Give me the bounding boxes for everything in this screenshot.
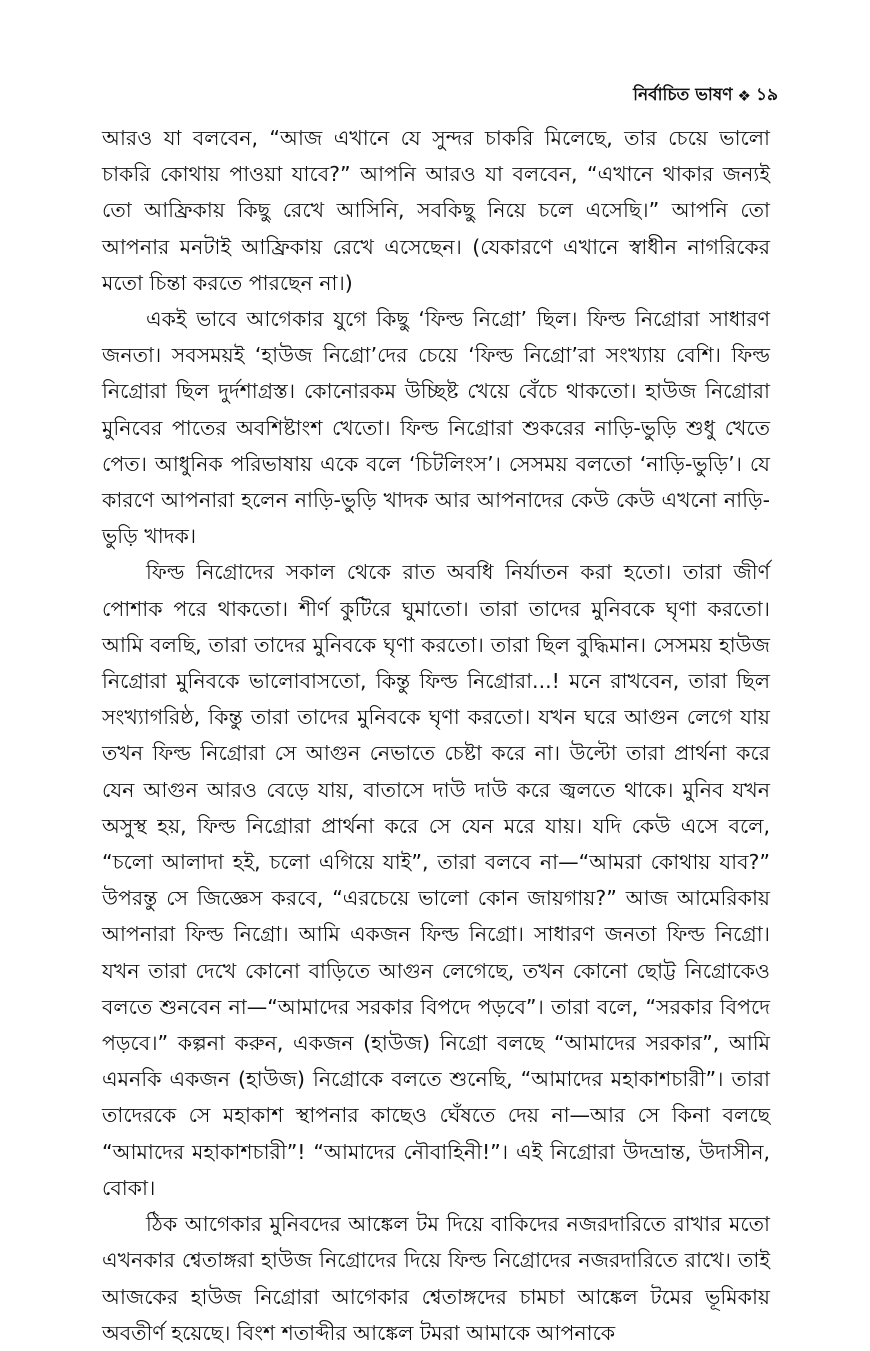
diamond-ornament-icon: ❖ [737,87,751,105]
book-title: নির্বাচিত ভাষণ [633,85,733,105]
paragraph-1: আরও যা বলবেন, “আজ এখানে যে সুন্দর চাকরি মিলেছে, তার চেয়ে ভালো চাকরি কোথায় পাওয়া যাবে?” আপনি আরও যা বলবেন, “এখানে থাকার জন্যই তো আফ্রিকায় কিছু রেখে আসিনি, সবকিছু নিয়ে চলে এসেছি।” আপনি তো আপনার মনটাই আফ্রিকায় রেখে এসেছেন। (যেকারণে এখানে স্বাধীন নাগরিকের মতো চিন্তা করতে পারছেন না।) [102,126,770,295]
page-number: ১৯ [755,85,778,105]
running-header [633,82,778,110]
body-text [102,120,770,1351]
paragraph-2: একই ভাবে আগেকার যুগে কিছু ‘ফিল্ড নিগ্রো’ ছিল। ফিল্ড নিগ্রোরা সাধারণ জনতা। সবসময়ই ‘হাউজ নিগ্রো’দের চেয়ে ‘ফিল্ড নিগ্রো’রা সংখ্যায় বেশি। ফিল্ড নিগ্রোরা ছিল দুর্দশাগ্রস্ত। কোনোরকম উচ্ছিষ্ট খেয়ে বেঁচে থাকতো। হাউজ নিগ্রোরা মুনিবের পাতের অবশিষ্টাংশ খেতো। ফিল্ড নিগ্রোরা শুকরের নাড়ি-ভুড়ি শুধু খেতে পেত। আধুনিক পরিভাষায় একে বলে ‘চিটলিংস’। সেসময় বলতো ‘নাড়ি-ভুড়ি’। যে কারণে আপনারা হলেন নাড়ি-ভুড়ি খাদক আর আপনাদের কেউ কেউ এখনো নাড়ি-ভুড়ি খাদক। [102,307,770,549]
paragraph-4: ঠিক আগেকার মুনিবদের আঙ্কেল টম দিয়ে বাকিদের নজরদারিতে রাখার মতো এখনকার শ্বেতাঙ্গরা হাউজ নিগ্রোদের দিয়ে ফিল্ড নিগ্রোদের নজরদারিতে রাখে। তাই আজকের হাউজ নিগ্রোরা আগেকার শ্বেতাঙ্গদের চামচা আঙ্কেল টমের ভূমিকায় অবতীর্ণ হয়েছে। বিংশ শতাব্দীর আঙ্কেল টমরা আমাকে আপনাকে [102,1212,770,1345]
paragraph-3: ফিল্ড নিগ্রোদের সকাল থেকে রাত অবধি নির্যাতন করা হতো। তারা জীর্ণ পোশাক পরে থাকতো। শীর্ণ কুটিরে ঘুমাতো। তারা তাদের মুনিবকে ঘৃণা করতো। আমি বলছি, তারা তাদের মুনিবকে ঘৃণা করতো। তারা ছিল বুদ্ধিমান। সেসময় হাউজ নিগ্রোরা মুনিবকে ভালোবাসতো, কিন্তু ফিল্ড নিগ্রোরা...! মনে রাখবেন, তারা ছিল সংখ্যাগরিষ্ঠ, কিন্তু তারা তাদের মুনিবকে ঘৃণা করতো। যখন ঘরে আগুন লেগে যায় তখন ফিল্ড নিগ্রোরা সে আগুন নেভাতে চেষ্টা করে না। উল্টো তারা প্রার্থনা করে যেন আগুন আরও বেড়ে যায়, বাতাসে দাউ দাউ করে জ্বলতে থাকে। মুনিব যখন অসুস্থ হয়, ফিল্ড নিগ্রোরা প্রার্থনা করে সে যেন মরে যায়। যদি কেউ এসে বলে, “চলো আলাদা হই, চলো এগিয়ে যাই”, তারা বলবে না—“আমরা কোথায় যাব?” উপরন্তু সে জিজ্ঞেস করবে, “এরচেয়ে ভালো কোন জায়গায়?” আজ আমেরিকায় আপনারা ফিল্ড নিগ্রো। আমি একজন ফিল্ড নিগ্রো। সাধারণ জনতা ফিল্ড নিগ্রো। যখন তারা দেখে কোনো বাড়িতে আগুন লেগেছে, তখন কোনো ছোট্ট নিগ্রোকেও বলতে শুনবেন না—“আমাদের সরকার বিপদে পড়বে”। তারা বলে, “সরকার বিপদে পড়বে।” কল্পনা করুন, একজন (হাউজ) নিগ্রো বলছে “আমাদের সরকার”, আমি এমনকি একজন (হাউজ) নিগ্রোকে বলতে শুনেছি, “আমাদের মহাকাশচারী”। তারা তাদেরকে সে মহাকাশ স্থাপনার কাছেও ঘেঁষতে দেয় না—আর সে কিনা বলছে “আমাদের মহাকাশচারী”! “আমাদের নৌবাহিনী!”। এই নিগ্রোরা উদভ্রান্ত, উদাসীন, বোকা। [102,560,770,1200]
